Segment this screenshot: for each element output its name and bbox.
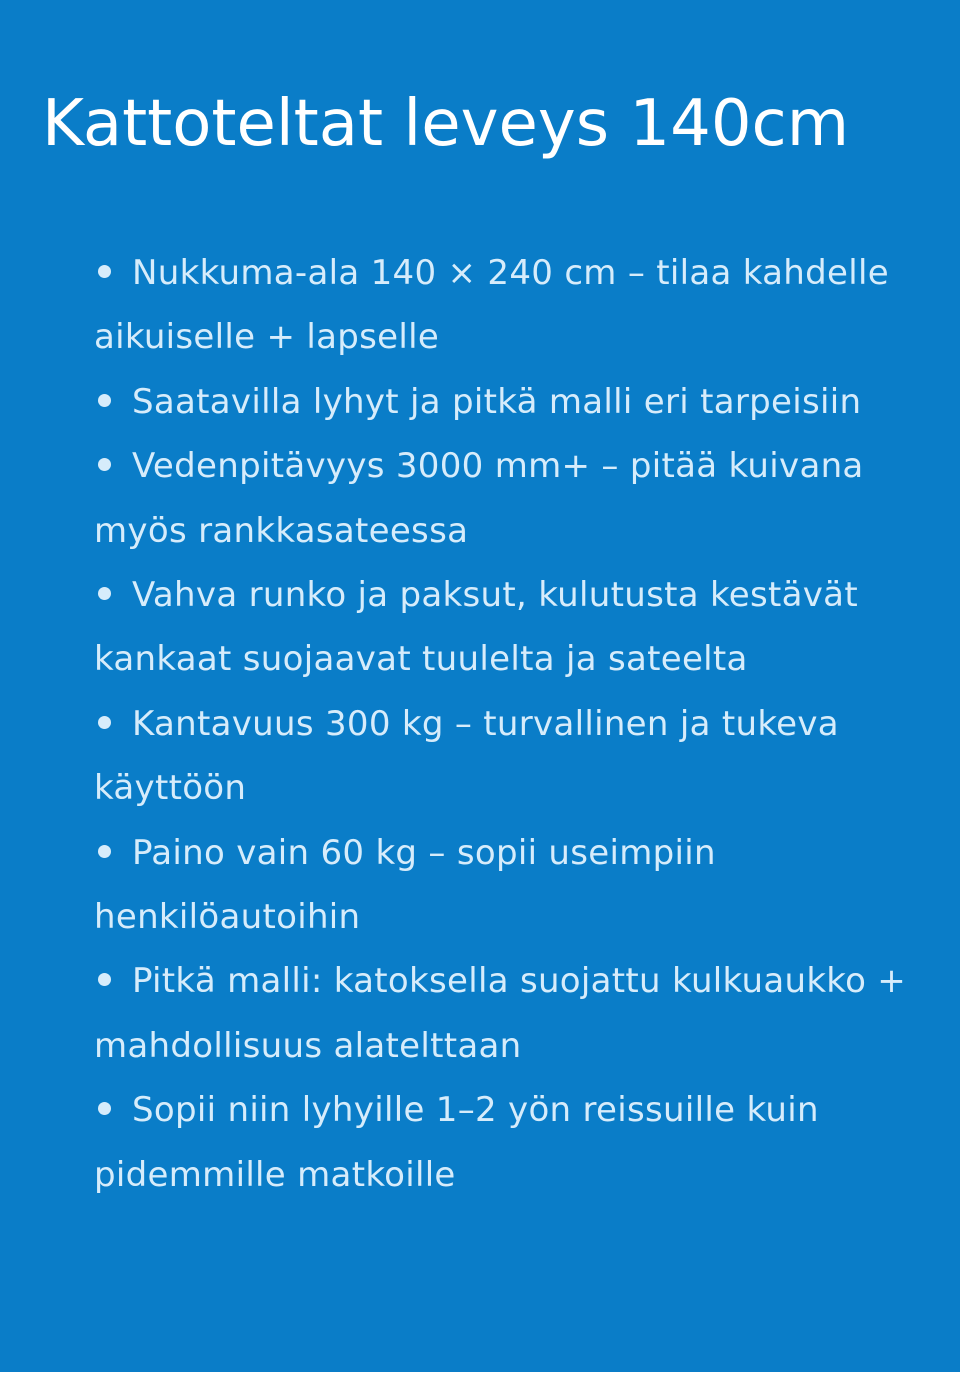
feature-text: Pitkä malli: katoksella suojattu kulkuaukko + mahdollisuus alatelttaan — [94, 961, 907, 1066]
feature-item — [94, 949, 924, 1078]
panel-title: Kattoteltat leveys 140cm — [42, 87, 850, 161]
feature-text: Saatavilla lyhyt ja pitkä malli eri tarpeisiin — [132, 381, 862, 422]
bullet-dot-icon — [98, 458, 111, 471]
feature-list — [94, 241, 924, 1207]
feature-item — [94, 1078, 924, 1207]
bullet-dot-icon — [98, 265, 111, 278]
feature-text: Sopii niin lyhyille 1–2 yön reissuille kuin pidemmille matkoille — [94, 1090, 819, 1195]
bullet-dot-icon — [98, 716, 111, 729]
bullet-dot-icon — [98, 587, 111, 600]
bullet-dot-icon — [98, 394, 111, 407]
feature-item — [94, 434, 924, 563]
feature-text: Nukkuma-ala 140 × 240 cm – tilaa kahdelle aikuiselle + lapselle — [94, 253, 889, 358]
feature-item — [94, 692, 924, 821]
bullet-dot-icon — [98, 1102, 111, 1115]
feature-item — [94, 563, 924, 692]
page-background-strip — [0, 1372, 960, 1391]
feature-item — [94, 821, 924, 950]
feature-text: Paino vain 60 kg – sopii useimpiin henkilöautoihin — [94, 832, 716, 938]
feature-item — [94, 370, 924, 434]
bullet-dot-icon — [98, 845, 111, 858]
feature-text: Kantavuus 300 kg – turvallinen ja tukeva käyttöön — [94, 703, 839, 809]
feature-text: Vedenpitävyys 3000 mm+ – pitää kuivana myös rankkasateessa — [94, 446, 864, 551]
bullet-dot-icon — [98, 973, 111, 986]
feature-text: Vahva runko ja paksut, kulutusta kestävät kankaat suojaavat tuulelta ja sateelta — [94, 575, 858, 680]
feature-item — [94, 241, 924, 370]
